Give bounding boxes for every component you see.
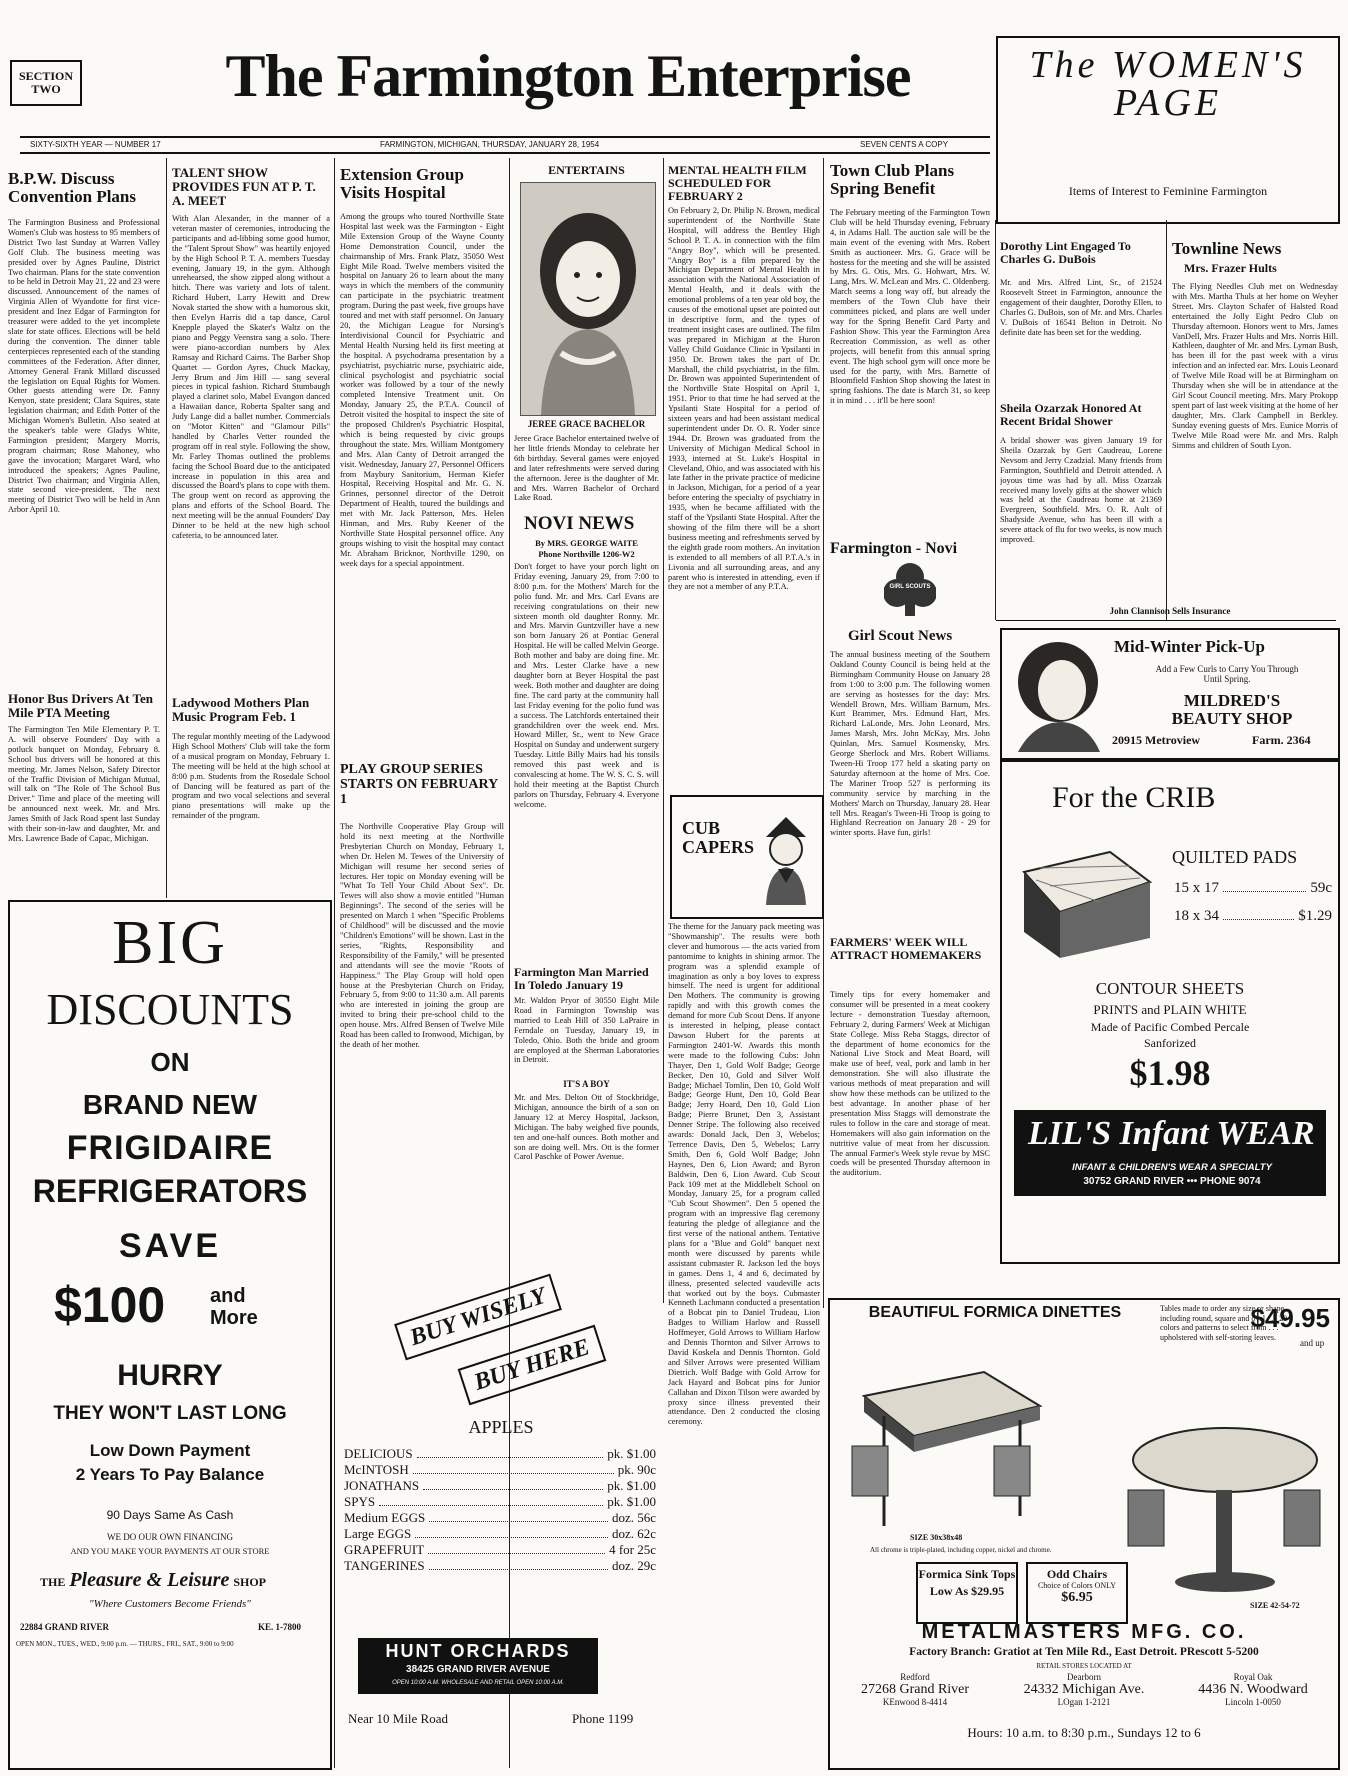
ad-discounts: DISCOUNTS: [46, 985, 294, 1034]
masthead-title: The Farmington Enterprise: [225, 43, 911, 109]
child-photo: [520, 182, 656, 416]
dorothy-headline: Dorothy Lint Engaged To Charles G. DuBois: [1000, 239, 1131, 266]
married-body: Mr. Waldon Pryor of 30550 Eight Mile Road in Farmington Township was married to Leah Hill of 350 LaPraire in Ferndale on Tuesday, January 19, in Toledo, Ohio. Both the bride and groom are employed at the Sherman Laboratories in Detroit.: [514, 996, 659, 1065]
divider: [996, 620, 1336, 621]
cub-capers-title: CUB CAPERS: [682, 818, 755, 858]
ad-low-down: Low Down Payment: [89, 1441, 251, 1460]
sheets-sanforized: Sanforized: [1144, 1036, 1196, 1050]
ad-address: 22884 GRAND RIVER: [20, 1622, 110, 1632]
ad-shop-name: Pleasure & Leisure: [69, 1569, 230, 1591]
dorothy-body: Mr. and Mrs. Alfred Lint, Sr., of 21524 Roosevelt Street in Farmington, announce the engagement of their daughter, Dorothy Ellen, to Charles G. DuBois, son of Mr. and Mrs. Charles V. DuBois of 16541 Belton in Detroit. No definite date has been set for the wedding.: [1000, 278, 1162, 337]
formica-size2: SIZE 42-54-72: [1250, 1601, 1300, 1610]
townline-headline: Townline News: [1172, 239, 1282, 258]
girl-scout-emblem: [884, 560, 936, 618]
frigidaire-ad: [8, 900, 332, 1770]
beauty-headline: Mid-Winter Pick-Up: [1114, 637, 1265, 656]
lils-name: LIL'S Infant WEAR: [1028, 1115, 1315, 1152]
sheets-heading: CONTOUR SHEETS: [1095, 979, 1245, 998]
apples-item: GRAPEFRUIT 4 for 25c: [344, 1542, 656, 1557]
pad-price: 59c: [1310, 880, 1332, 896]
cub-body: The theme for the January pack meeting was "Showmanship". The results were both clever and humorous — the acts varied from pantomime to knights in shining armor. The program was a splendid example of imagination as only a boy loves to express himself. The need is urgent for additional Den Mothers. The community is growing rapidly and with this growth comes the demand for more Cub Scout Dens. If anyone is interested in helping, please contact Dawson Hubert for the parents at Farmington 2401-W. Awards this month were made to the following Cubs: John Thayer, Den 1, Gold Wolf Badge; George Becker, Den 10, Gold and Silver Wolf Badge; Michael Tomlin, Den 10, Gold Wolf Badge; George Hunt, Den 10, Gold Bear Badge; Jerry Hoard, Den 10, Gold Lion Badge; Pierre Brunet, Den 3, Assistant Denner Stripe. The following also received awards: Donald Jack, Den 3, Webelos; Terrence Davis, Den 5, Webelos; Larry Smith, Den 6, Gold Wolf Badge; John Haynes, Den 6, Lion Award; and Byron Baldwin, Den 6, Lion Award. Cub Scout Pack 109 met at the Middlebelt School on Monday, January 25, for a program called "Cub Scout Showmen". Den 5 opened the program with an impressive flag ceremony featuring the pledge of allegiance and the first verse of the national anthem. Tentative plans for a "Blue and Gold" banquet next month were discussed by parents while assistant cubmaster R. Jackson led the boys in games. Dens 1, 4 and 6, decimated by illness, presented selected vaudeville acts that worked out by the boys. Cubmaster Kenneth Lachmann conducted a presentation of a Bobcat pin to Daniel Trudeau, Lion Badges to William Harlow and Russell Hoffmeyer, Gold Arrows to William Harlow and Dennis Thornton and Silver Arrows to David Koskela and Dennis Thornton. Gold and Silver Arrows were presented William Dietrich. Wolf Badge with Gold Arrow for Jack Hayard and Bobcat pins for Junior Callahan and Dixon Tilson were awarded by proxy since illness prevented their attendance. Den 2 conducted the closing ceremony.: [668, 922, 820, 1427]
issue-number: SIXTY-SIXTH YEAR — NUMBER 17: [30, 140, 161, 149]
womens-page-subtitle: Items of Interest to Feminine Farmington: [1068, 184, 1268, 198]
ad-frigidaire: FRIGIDAIRE: [66, 1129, 274, 1167]
novi-byline: By MRS. GEORGE WAITE: [535, 538, 638, 548]
ad-and-more: and More: [210, 1285, 258, 1329]
boy-body: Mr. and Mrs. Delton Ott of Stockbridge, Michigan, announce the birth of a son on January 12 at Mercy Hospital, Jackson, Michigan. The baby weighed five pounds, ten and one-half ounces. Both mother and son are doing well. Mrs. Ott is the former Carol Paschke of Power Avenue.: [514, 1093, 659, 1162]
odd-chairs-box: [1026, 1562, 1128, 1624]
retail-stores-label: RETAIL STORES LOCATED AT: [1036, 1662, 1132, 1670]
ad-amount: $100: [54, 1277, 166, 1333]
apples-heading: APPLES: [468, 1417, 534, 1437]
masthead-rule-bottom: [20, 152, 990, 154]
pad-price: $1.29: [1298, 908, 1332, 924]
lils-tagline: INFANT & CHILDREN'S WEAR A SPECIALTY: [1072, 1162, 1272, 1173]
cub-capers-box: [670, 795, 824, 919]
beauty-name: MILDRED'S BEAUTY SHOP: [1171, 691, 1293, 729]
section-label-box: [10, 60, 82, 106]
sheila-body: A bridal shower was given January 19 for Sheila Ozarzak by Gert Caudreau, Lorene Nevsom and Jerry Czadzial. Many friends from Farmington, Southfield and Detroit attended. A joyous time was had by all. Miss Ozarzak received many lovely gifts at the shower which was held at the Caudreau home at 21369 Evergreen, Southfield. Mrs. O. R. Ault of Shadyside Avenue, who has been ill with a severe attack of flu for two weeks, is now much improved.: [1000, 436, 1162, 545]
formica-ad: [828, 1298, 1340, 1770]
ad-hurry: HURRY: [117, 1359, 223, 1392]
hunt-near: Near 10 Mile Road: [348, 1711, 449, 1726]
col-rule: [1166, 220, 1167, 620]
entertains-body: Jeree Grace Bachelor entertained twelve of her little friends Monday to celebrate her 6th birthday. Several games were enjoyed and later refreshments were served during the afternoon. Jeree is the daughter of Mr. and Mrs. Warren Bachelor of Orchard Lake Road.: [514, 434, 659, 503]
buy-wisely-stamp: BUY WISELY: [394, 1274, 562, 1361]
novi-phone: Phone Northville 1206-W2: [538, 549, 635, 559]
formica-chrome: All chrome is triple-plated, including copper, nickel and chrome.: [870, 1546, 1052, 1554]
ad-brand-new: BRAND NEW: [82, 1089, 258, 1120]
pad-item-1: [1174, 880, 1332, 896]
apples-ad: [340, 1416, 662, 1766]
ad-big: BIG: [112, 909, 228, 977]
play-headline: PLAY GROUP SERIES STARTS ON FEBRUARY 1: [340, 762, 498, 808]
beauty-address: 20915 Metroview: [1112, 733, 1201, 747]
ad-hours: OPEN MON., TUES., WED., 9:00 p.m. — THURS., FRI., SAT., 9:00 to 9:00: [16, 1640, 234, 1648]
col-rule: [823, 158, 824, 1308]
formica-size1: SIZE 30x38x48: [910, 1533, 963, 1542]
apples-item: SPYS pk. $1.00: [344, 1494, 656, 1509]
apples-list: [344, 1446, 656, 1574]
lils-address: 30752 GRAND RIVER ••• PHONE 9074: [1083, 1176, 1261, 1187]
mental-headline: MENTAL HEALTH FILM SCHEDULED FOR FEBRUARY 2: [668, 163, 807, 203]
formica-price: $49.95: [1250, 1303, 1330, 1333]
bus-body: The Farmington Ten Mile Elementary P. T. A. will observe Founders' Day with a potluck banquet on Monday, February 8. School bus drivers will be honored at this meeting. Mr. James Nelson, Safety Director of the Traffic Division of Michigan Mutual, will talk on "The Role of The School Bus Driver." Time and place of the meeting will be announced next week. Mr. and Mrs. James Smith of Jack Road spent last Sunday with their son-in-law and daughter, Mr. and Mrs. Lawrence Bade of Capac, Michigan.: [8, 725, 160, 843]
col-rule: [166, 158, 167, 898]
fn-body: The annual business meeting of the Southern Oakland County Council is being held at the Birmingham Community House on January 28 from 1:00 to 3:00 p.m. The following women are serving as hostesses for the day: Mrs. Wendell Brown, Mrs. William Barnum, Mrs. Kurt Brammer, Mrs. Edmund Hart, Mrs. Richard LaLonde, Mrs. John Leonard, Mrs. James Marsh, Mrs. John McKay, Mrs. John Quinlan, Mrs. Samuel Kosmensky, Mrs. George Sherlock and Mrs. Robert Williams. Tween-Hi Troop 177 held a skating party on Saturday afternoon at the home of Mrs. Coe. The Mariner Troop 527 is performing its community service by marching in the Mothers' March on Thursday, January 28. Hear tell Mrs. Reagan's Tween-Hi Troop is going to Highland Recreation on January 28 - 29 for winter sports. Have fun, girls!: [830, 650, 990, 838]
buy-here-stamp: BUY HERE: [458, 1325, 607, 1406]
col-rule: [995, 220, 996, 620]
ad-shop-line: [40, 1570, 330, 1592]
extension-headline: Extension Group Visits Hospital: [340, 165, 464, 203]
ad-shop-word: SHOP: [233, 1575, 267, 1589]
hunt-hours: OPEN 10:00 A.M. WHOLESALE AND RETAIL OPEN 10:00 A.M.: [392, 1680, 564, 1686]
married-headline: Farmington Man Married In Toledo January 19: [514, 965, 649, 992]
sink-tops-title: Formica Sink Tops: [918, 1567, 1016, 1581]
girl-scout-subhead: Girl Scout News: [848, 628, 953, 644]
hunt-address: 38425 GRAND RIVER AVENUE: [406, 1664, 550, 1675]
beauty-phone: Farm. 2364: [1252, 733, 1311, 747]
apples-item: Large EGGS doz. 62c: [344, 1526, 656, 1541]
pads-heading: QUILTED PADS: [1172, 847, 1298, 867]
ladywood-headline: Ladywood Mothers Plan Music Program Feb. 1: [172, 695, 310, 725]
hunt-name: HUNT ORCHARDS: [385, 1641, 571, 1661]
sheila-headline: Sheila Ozarzak Honored At Recent Bridal Shower: [1000, 401, 1142, 428]
fweek-headline: FARMERS' WEEK WILL ATTRACT HOMEMAKERS: [830, 935, 982, 962]
pad-size: 18 x 34: [1174, 908, 1219, 924]
town-headline: Town Club Plans Spring Benefit: [830, 161, 955, 199]
talent-body: With Alan Alexander, in the manner of a veteran master of ceremonies, introducing the participants and ad-libbing some good humor, the "Talent Sprout Show" was heartily enjoyed by the High School P. T. A. members Tuesday evening, January 19, in the gym. Although unrehearsed, the show zipped along without a hitch. There was variety and lots of talent. Richard Hubert, Larry Hewitt and Drew Novak started the show with a humorous skit, then Evelyn Harris did a tap dance, Carol Knepple played the Skater's Waltz on the piano and Peggy Veenstra sang a solo. There were piano-accordian numbers by Alex Ramsay and Richard Cairns. The Barber Shop Quartet — Gordon Ayres, Chuck Mackay, Jerry Brum and Jim Hill — sang several pieces in typical fashion. Richard Stumbaugh played a clarinet solo, Mabel Evangon danced a Hawaiian dance, Roberta Spalter sang and Judy Lange did a ballet number. Commercials on "Motor Kitten" and "Glamour Pills" handled by Charles Vetter rounded the program off in real style. Following the show, Mr. Farley Thomas outlined the problems facing the School Board due to the anticipated increase in population in this area and discussed the Board's plans to cope with them. The group went on record as approving the plans and efforts of the School Board. The next meeting will be the annual Founders' Day Dinner to be held at the new high school cafeteria, to be announced later.: [172, 214, 330, 540]
col-rule: [663, 158, 664, 1303]
ad-phone: KE. 1-7800: [258, 1622, 302, 1632]
quilted-pad-illustration: [1010, 842, 1160, 962]
beauty-ad: [1000, 628, 1340, 760]
apples-item: TANGERINES doz. 29c: [344, 1558, 656, 1573]
odd-chairs-sub: Choice of Colors ONLY: [1037, 1580, 1117, 1590]
ad-financing: WE DO OUR OWN FINANCING: [107, 1532, 233, 1542]
novi-body: Don't forget to have your porch light on Friday evening, January 29, from 7:00 to 8:00 p.m. for the Mothers' March for the polio fund. Mr. and Mrs. Carl Evans are receiving congratulations on their new sixteen month old daughter Ronny. Mr. and Mrs. Marvin Guntzviller have a new son born January 26 at Pontiac General Hospital. He will be called Melvin George. Both mother and baby are doing fine. Mr. and Mrs. Lester Clarke have a new daughter born at Beyer Hospital the past week. Both mother and daughter are doing fine. The card party at the community hall last Friday evening for the polio fund was a success. The Latchfords entertained their grandchildren over the week end. Mrs. Howard Miller, Sr., went to New Grace Hospital on Sunday and underwent surgery Tuesday. Little Billy Mairs had his tonsils removed this past week and is convalescing at home. The W. S. C. S. will hold their meeting at the Baptist Church parlors on Thursday, February 4. Everyone welcome.: [514, 562, 659, 809]
pad-size: 15 x 17: [1174, 880, 1219, 896]
town-body: The February meeting of the Farmington Town Club will be held Thursday evening, February 4, in Adams Hall. The auction sale will be the main event of the evening with Mrs. Robert Smith as auctioneer. Mrs. G. Grace will be hostess for the meeting and she will be assisted by Mrs. G. Otis, Mrs. G. Hohwart, Mrs. W. Lang, Mrs. W. McLean and Mrs. C. Oldenberg. March seems a long way off, but already the members of the Town Club have their committees picked, and plans are well under way for the Spring Benefit Card Party and Fashion Show. This year the Farmington Area Recreation Commission, as well as other projects, will benefit from this annual spring event. The high school gym will once more be used for the party, with Mrs. Barnette of Bloomfield Fashion Shop showing the latest in spring fashions. The date is March 31, so keep it in mind . . . it'll be here soon!: [830, 208, 990, 406]
beauty-sub: Add a Few Curls to Carry You Through Until Spring.: [1155, 664, 1299, 684]
odd-chairs-title: Odd Chairs: [1046, 1567, 1108, 1581]
formica-desc: Tables made to order any size or shape, including round, square and oval . . . 20 colors and patterns to select from . . . upholstered with self-storing leaves.: [1160, 1304, 1288, 1342]
formica-hours: Hours: 10 a.m. to 8:30 p.m., Sundays 12 to 6: [967, 1725, 1201, 1740]
fn-headline: Farmington - Novi: [830, 540, 958, 557]
formica-price-note: and up: [1300, 1338, 1325, 1348]
round-table-illustration: [1120, 1410, 1330, 1600]
womens-page-box: [996, 36, 1340, 224]
section-label: SECTION TWO: [18, 69, 74, 96]
cub-scout-icon: [758, 809, 814, 905]
crib-headline: For the CRIB: [1052, 781, 1216, 814]
hunt-banner: [358, 1638, 598, 1694]
hunt-phone: Phone 1199: [572, 1711, 634, 1726]
dateline: FARMINGTON, MICHIGAN, THURSDAY, JANUARY 28, 1954: [380, 140, 600, 149]
apples-item: McINTOSH pk. 90c: [344, 1462, 656, 1477]
ad-shop-the: THE: [40, 1575, 66, 1589]
novi-headline: NOVI NEWS: [524, 513, 635, 534]
branch-dearborn: Dearborn 24332 Michigan Ave. LOgan 1-2121: [1023, 1672, 1145, 1708]
branch-redford: Redford 27268 Grand River KEnwood 8-4414: [860, 1672, 970, 1708]
col-rule: [334, 158, 335, 1768]
bpw-headline: B.P.W. Discuss Convention Plans: [8, 169, 136, 207]
woman-portrait-icon: [1008, 636, 1108, 752]
child-photo-svg: [521, 183, 655, 415]
fweek-body: Timely tips for every homemaker and consumer will be presented in a meat cookery lecture - demonstration Tuesday afternoon, February 2, during Farmers' Week at Michigan State College. Miss Reba Staggs, director of the department of home economics for the National Live Stock and Meat Board, will make use of beef, veal, pork and lamb in her demonstration. She will also illustrate the various methods of meat preparation and will show how these methods can be utilized to the best advantage. In another phase of her presentation Miss Staggs will demonstrate the rules to follow in the care and storage of meat. Homemakers will also gain information on the nutritive value of meat from her discussion. The annual Farmer's Week style revue by MSC coeds will be presented Thursday afternoon in the auditorium.: [830, 990, 990, 1178]
ad-payments: AND YOU MAKE YOUR PAYMENTS AT OUR STORE: [70, 1546, 270, 1556]
emblem-text: GIRL SCOUTS: [889, 584, 931, 590]
sink-tops-price: Low As $29.95: [929, 1583, 1005, 1598]
lils-banner: [1014, 1110, 1326, 1196]
ad-slogan: "Where Customers Become Friends": [89, 1598, 251, 1610]
odd-chairs-price: $6.95: [1061, 1589, 1093, 1605]
womens-page-title: The WOMEN'S PAGE: [1029, 44, 1307, 124]
ad-ninety: 90 Days Same As Cash: [106, 1508, 234, 1522]
sink-tops-box: [916, 1562, 1018, 1624]
entertains-label: ENTERTAINS: [548, 163, 625, 177]
formica-headline: BEAUTIFUL FORMICA DINETTES: [868, 1304, 1122, 1321]
sheets-prints: PRINTS and PLAIN WHITE: [1093, 1002, 1247, 1017]
townline-body: The Flying Needles Club met on Wednesday with Mrs. Martha Thuls at her home on Weyher Street. Mrs. Clayton Schafer of Halsted Road entertained the Jolly Eight Pedro Club on Thursday afternoon. Honors went to Mrs. James VanDell, Mrs. Frazer Hults and Mrs. Norris Hill. Kathleen, daughter of Mr. and Mrs. Lyman Bush, has been ill for the past week with a virus infection and an infected ear. Mrs. Louis Leonard of Twelve Mile Road will be at Birmingham on Thursday when she will be in attendance at the Girl Scout Council meeting. Mrs. Mary Prokopp spent part of last week visiting at the home of her daughter, Mrs. Clark Campbell in Berkley. Sunday evening guests of Mrs. Eunice Morris of Twelve Mile Road were Mr. and Mrs. Ralph Simms and children of South Lyon.: [1172, 282, 1338, 450]
ad-refrigerators: REFRIGERATORS: [32, 1173, 308, 1209]
buy-wisely-ad: [340, 1262, 660, 1412]
talent-headline: TALENT SHOW PROVIDES FUN AT P. T. A. MEET: [172, 165, 316, 209]
dinette-table-illustration: [844, 1336, 1054, 1536]
bus-headline: Honor Bus Drivers At Ten Mile PTA Meeting: [8, 691, 153, 721]
ad-two-years: 2 Years To Pay Balance: [75, 1465, 265, 1484]
sheets-price: $1.98: [1129, 1053, 1211, 1093]
apples-item: Medium EGGS doz. 56c: [344, 1510, 656, 1525]
bpw-body: The Farmington Business and Professional Women's Club was hostess to 95 members of District Two last Sunday at Warren Valley Golf Club. The business meeting was presided over by Agnes Pauline, District Two chairman. Plans for the state convention to be held in Detroit May 21, 22 and 23 were discussed. Announcement of the names of Virginia Allen of Wyandotte for first vice-president and Inez Edgar of Farmington for treasurer were added to the yet incomplete slate for state offices. Elections will be held during the convention. The dinner table centerpieces represented each of the standing committees of the Federation. After dinner, Attorney General Frank Millard discussed the legislation on Equal Rights for Women. Other guests attending were Dr. Fanny Kenyon, state president; Clara Squires, state legislation chairman; and Edith Potter of the Michigan Women's Bulletin. Also seated at the speaker's table were Gladys White, Farmington president; Margery Morris, program chairman; Rose Mahoney, who gave the invocation; Margaret Ward, who introduced the speakers; Agnes Pauline, District Two chairman; and Virginia Allen, state second vice-president. The next meeting of District Two will be held in Ann Arbor April 10.: [8, 218, 160, 515]
mental-body: On February 2, Dr. Philip N. Brown, medical superintendent of the Northville State Hospital, will address the Bentley High School P. T. A. in connection with the film "Angry Boy", which will be presented. "Angry Boy" is a film prepared by the Michigan Department of Mental Health in association with the National Association of Mental Health, and it deals with the emotional problems of a ten year old boy, the causes of the emotional upset are pointed out in descriptive form, and the types of treatment insight cases are outlined. The film was prepared in Michigan at the Huron Valley Child Guidance Clinic in Ypsilanti in 1950. Dr. Brown takes the part of Dr. Marshall, the child psychiatrist, in the film. Dr. Brown was appointed Superintendent of the Northville State Hospital on April 1, 1951. Prior to that time he had served at the Ypsilanti State Hospital for a period of sixteen years and had been assistant medical superintendent under Dr. O. R. Yoder since 1944. Dr. Brown was graduated from the University of Michigan Medical School in 1933, interned at St. Luke's Hospital in Cleveland, Ohio, and was associated with his late father in the private practice of medicine in Jackson, Michigan, for a period of a year before entering the specialty of psychiatry in 1935, when he became affiliated with the staff of the Ypsilanti State Hospital. After the showing of the film there will be a short business meeting and refreshments served by the eighth grade room mothers. An invitation is extended to all members of all P.T.A.'s in Livonia and all surrounding areas, and any parent who is interested in attending, even if they are not a member of any P.T.A.: [668, 206, 820, 592]
metalmasters-factory: Factory Branch: Gratiot at Ten Mile Rd., East Detroit. PRescott 5-5200: [909, 1646, 1259, 1658]
branch-royal-oak: Royal Oak 4436 N. Woodward Lincoln 1-0050: [1198, 1672, 1308, 1708]
ad-save: SAVE: [118, 1227, 222, 1265]
ad-on: ON: [150, 1047, 190, 1077]
pad-item-2: [1174, 908, 1332, 924]
crib-ad: [1000, 760, 1340, 1264]
apples-item: DELICIOUS pk. $1.00: [344, 1446, 656, 1461]
metalmasters-name: METALMASTERS MFG. CO.: [921, 1621, 1247, 1643]
ladywood-body: The regular monthly meeting of the Ladywood High School Mothers' Club will take the form of a musical program on Monday, February 1. The meeting will be held at the high school at 8:00 p.m. Students from the Rosedale School of Dancing will be featured as part of the program and two vocal selections and several piano presentations will make up the remainder of the program.: [172, 732, 330, 821]
townline-byline: Mrs. Frazer Hults: [1184, 261, 1277, 275]
boy-headline: IT'S A BOY: [563, 1079, 610, 1089]
sheets-percale: Made of Pacific Combed Percale: [1090, 1020, 1250, 1034]
extension-body: Among the groups who toured Northville State Hospital last week was the Farmington - Eight Mile Extension Group of the Wayne County Home Demonstration Council, under the chairmanship of Mrs. Frank Platz, 35050 West Eight Mile Road. Twelve members visited the hospital on January 26 to learn about the many ways in which the members of the community can participate in the psychiatric treatment program. During the past week, five groups have toured and met with staff personnel. On January 20, the Michigan League for Nursing's Interdivisional Council for Psychiatric and Mental Health Nursing held its first meeting at the hospital. A psychodrama presentation by a psychiatrist, psychiatric nurse, psychiatric aide, clinical psychologist and psychiatric social worker was followed by a tour of the newly completed Intensive Treatment unit. On Monday, January 25, the P.T.A. Council of Detroit visited the hospital to inspect the site of the proposed Children's Psychiatric Hospital, which is being requested by civic groups throughout the state. Mrs. William Montgomery and Mrs. Alan Canty of Detroit arranged the visit. Wednesday, January 27, Personnel Officers from Maybury Sanitorium, Herman Kiefer Hospital, Receiving Hospital and Mr. G. N. Grinnes, personnel director of the Detroit Department of Health, toured the buildings and met with Mr. Jack Patterson, Mrs. Helen Hinman, and Mrs. Ruby Keener of the Northville State Hospital personnel office. Any groups wishing to visit the hospital may contact Mr. Abraham Bricknor, Northville 1290, on week days for a special appointment.: [340, 212, 504, 568]
masthead-rule-top: [20, 136, 990, 138]
play-body: The Northville Cooperative Play Group will hold its next meeting at the Northville Presbyterian Church on Monday, February 1, when Dr. Helen M. Tewes of the University of Michigan will resume her second series of lectures. Her topic on Monday evening will be "What To Tell Your Child About Sex". Dr. Tewes will also show a movie entitled "Human Beginnings". The second of the series will be presented on March 1 when "Specific Problems of Childhood" will be discussed and the movie "Children's Emotions" will be shown. Last in the series, "Rights, Responsibility and Responsibility of the Family," will be presented and attendants will see the movie "Roots of Happiness." The Play Group will hold open house at the Presbyterian Church on Friday, February 5, from 9:00 to 11:30 a.m. All parents who are interested in joining the group are invited to bring their pre-school child to the open house. Mrs. Alfred Bensen of Twelve Mile Road has been called to Ironwood, Michigan, by the death of her mother.: [340, 822, 504, 1049]
sells-insurance: John Clannison Sells Insurance: [1109, 606, 1231, 616]
price: SEVEN CENTS A COPY: [860, 140, 949, 149]
photo-caption: JEREE GRACE BACHELOR: [527, 419, 646, 429]
ad-wont-last: THEY WON'T LAST LONG: [53, 1403, 287, 1424]
apples-item: JONATHANS pk. $1.00: [344, 1478, 656, 1493]
